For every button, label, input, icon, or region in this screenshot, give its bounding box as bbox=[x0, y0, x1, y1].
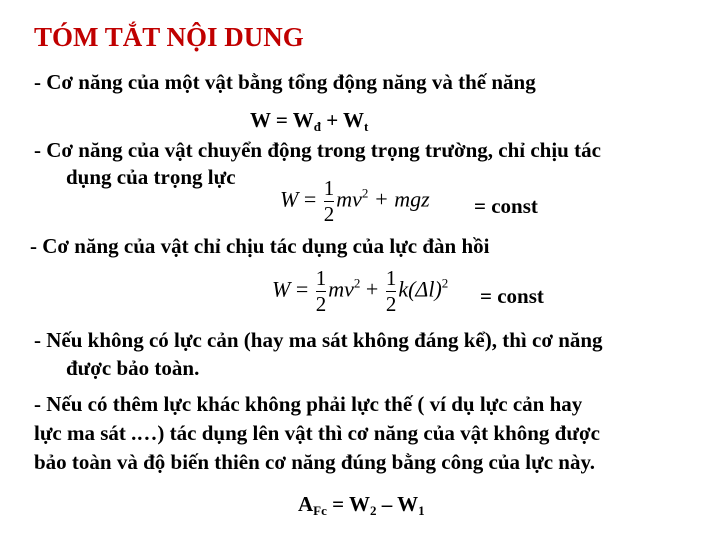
eq3-num2: 1 bbox=[385, 266, 397, 290]
eq1-sub-t: t bbox=[364, 119, 369, 134]
eq2-eq: = bbox=[303, 186, 317, 212]
eq2-w: W bbox=[280, 186, 299, 212]
eq3-const: = const bbox=[480, 284, 544, 308]
paragraph-5-line-2: lực ma sát .…) tác dụng lên vật thì cơ năng của vật không được bbox=[34, 421, 600, 445]
eq3-fraction-2 bbox=[386, 268, 397, 315]
eq2-fraction bbox=[324, 178, 335, 225]
eq3-pow1: 2 bbox=[353, 275, 361, 291]
eq3-eq: = bbox=[295, 276, 309, 302]
eq3-k: k(Δl) bbox=[398, 276, 442, 302]
eq4-sub-1: 1 bbox=[418, 503, 425, 518]
eq2-pow: 2 bbox=[361, 185, 369, 201]
paragraph-4-line-1: - Nếu không có lực cản (hay ma sát không đáng kể), thì cơ năng bbox=[34, 328, 603, 352]
paragraph-3: - Cơ năng của vật chỉ chịu tác dụng của lực đàn hồi bbox=[30, 234, 490, 258]
eq4-a: A bbox=[298, 492, 314, 516]
eq1-lhs: W = W bbox=[250, 108, 314, 132]
eq2-rest: + mgz bbox=[373, 186, 430, 212]
eq4-mid: = W bbox=[326, 492, 370, 516]
eq4-sub-2: 2 bbox=[369, 503, 377, 518]
eq3-pow2: 2 bbox=[441, 275, 449, 291]
eq3-den2: 2 bbox=[385, 292, 397, 316]
equation-2 bbox=[280, 178, 430, 225]
equation-4 bbox=[298, 492, 425, 519]
eq1-plus: + W bbox=[320, 108, 365, 132]
eq3-num1: 1 bbox=[315, 266, 327, 290]
eq3-w: W bbox=[272, 276, 291, 302]
eq2-mv: mv bbox=[336, 186, 362, 212]
eq3-den1: 2 bbox=[315, 292, 327, 316]
eq2-const: = const bbox=[474, 194, 538, 218]
paragraph-4-line-2: được bảo toàn. bbox=[66, 356, 200, 380]
eq1-sub-d: đ bbox=[313, 119, 321, 134]
eq3-mv: mv bbox=[328, 276, 354, 302]
paragraph-5-line-3: bảo toàn và độ biến thiên cơ năng đúng bằng công của lực này. bbox=[34, 450, 596, 474]
equation-1 bbox=[250, 108, 368, 135]
eq4-minus: – W bbox=[376, 492, 419, 516]
eq3-plus: + bbox=[365, 276, 379, 302]
eq3-fraction-1 bbox=[316, 268, 327, 315]
paragraph-2-line-1: - Cơ năng của vật chuyển động trong trọng trường, chỉ chịu tác bbox=[34, 138, 601, 162]
paragraph-2-line-2: dụng của trọng lực bbox=[66, 165, 236, 189]
eq4-sub-fc: Fc bbox=[313, 503, 327, 518]
eq2-num: 1 bbox=[323, 176, 335, 200]
paragraph-1: - Cơ năng của một vật bằng tổng động năng và thế năng bbox=[34, 70, 536, 94]
slide-title: TÓM TẮT NỘI DUNG bbox=[34, 22, 304, 52]
paragraph-5-line-1: - Nếu có thêm lực khác không phải lực thế ( ví dụ lực cản hay bbox=[34, 392, 583, 416]
equation-3 bbox=[272, 268, 448, 315]
eq2-den: 2 bbox=[323, 202, 335, 226]
